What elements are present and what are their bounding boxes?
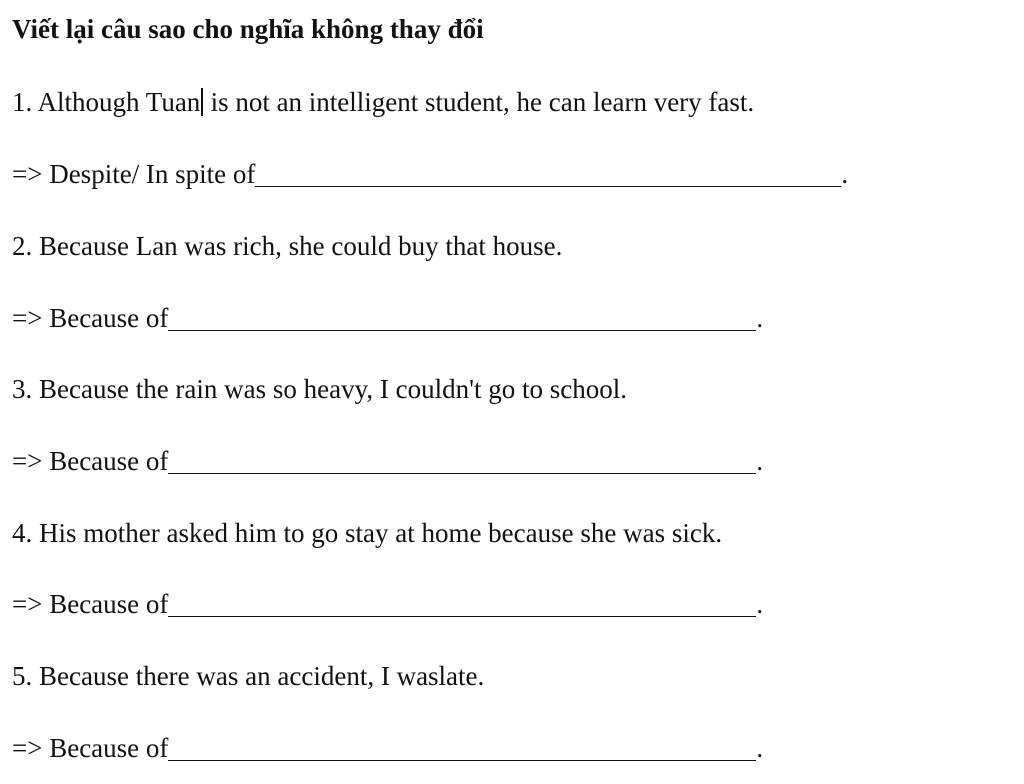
- answer-2-end: .: [756, 303, 764, 333]
- answer-4-end: .: [756, 589, 764, 619]
- question-4: 4. His mother asked him to go stay at home because she was sick.: [12, 518, 723, 548]
- answer-2-blank[interactable]: [168, 303, 756, 331]
- question-2: 2. Because Lan was rich, she could buy that house.: [12, 231, 563, 261]
- question-1: [12, 85, 754, 119]
- answer-1-blank[interactable]: [255, 159, 841, 187]
- answer-3-end: .: [756, 446, 764, 476]
- answer-5: [12, 731, 763, 765]
- answer-2-prefix: => Because of: [12, 303, 169, 333]
- question-5: 5. Because there was an accident, I waslate.: [12, 661, 485, 691]
- answer-3-blank[interactable]: [168, 446, 756, 474]
- answer-3: [12, 444, 763, 478]
- text-cursor: [201, 88, 203, 116]
- answer-1-prefix: => Despite/ In spite of: [12, 159, 256, 189]
- answer-4: [12, 587, 763, 621]
- answer-1-end: .: [841, 159, 849, 189]
- question-1-text-start: 1. Although Tuan: [12, 87, 201, 117]
- answer-3-prefix: => Because of: [12, 446, 169, 476]
- answer-5-blank[interactable]: [168, 733, 756, 761]
- question-1-text-end: is not an intelligent student, he can learn very fast.: [203, 87, 755, 117]
- answer-4-prefix: => Because of: [12, 589, 169, 619]
- answer-5-prefix: => Because of: [12, 733, 169, 763]
- answer-4-blank[interactable]: [168, 589, 756, 617]
- page-title: Viết lại câu sao cho nghĩa không thay đổi: [12, 14, 484, 44]
- question-3: 3. Because the rain was so heavy, I couldn't go to school.: [12, 374, 627, 404]
- answer-2: [12, 301, 763, 335]
- answer-5-end: .: [756, 733, 764, 763]
- answer-1: [12, 157, 848, 191]
